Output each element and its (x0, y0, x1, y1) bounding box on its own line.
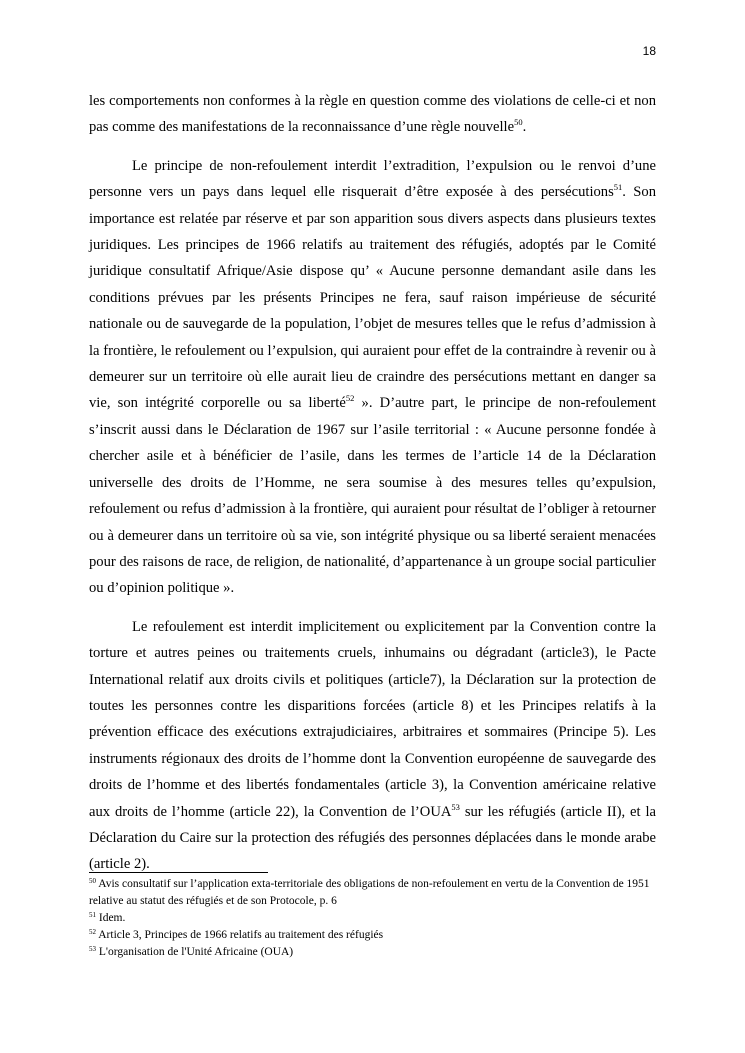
footnote-number: 51 (89, 911, 96, 919)
footnote-number: 52 (89, 928, 96, 936)
footnote-text: Article 3, Principes de 1966 relatifs au traitement des réfugiés (96, 929, 384, 941)
paragraph-1-end: . (522, 119, 527, 136)
paragraph-3-text-b: sur les réfugiés (article II), et la Déclaration du Caire sur la protection des réfugiés des personnes déplacées dans le monde arabe (article 2). (89, 803, 656, 873)
footnote-number: 53 (89, 945, 96, 953)
footnote-number: 50 (89, 877, 96, 885)
footnote-52 (89, 927, 656, 944)
page-number: 18 (642, 44, 656, 58)
footnote-text: Avis consultatif sur l’application exta-territoriale des obligations de non-refoulement en vertu de la Convention de 1951 relative au statut des réfugiés et de son Protocole, p. 6 (89, 878, 650, 907)
body-text (89, 88, 656, 878)
footnote-text: Idem. (96, 912, 126, 924)
footnote-text: L'organisation de l'Unité Africaine (OUA) (96, 946, 294, 958)
footnotes (89, 876, 656, 961)
paragraph-2-text-c: ». D’autre part, le principe de non-refoulement s’inscrit aussi dans le Déclaration de 1967 sur l’asile territorial : « Aucune personne fondée à chercher asile et à bénéficier de l’asile, dans les termes de l’article 14 de la Déclaration universelle des droits de l’Homme, ne sera soumise à des mesures telles qu’expulsion, refoulement ou refus d’admission à la frontière, qui auraient pour résultat de l’obliger à retourner ou à demeurer dans un territoire où sa vie, son intégrité physique ou sa liberté seraient menacées pour des raisons de race, de religion, de nationalité, d’appartenance à un groupe social particulier ou d’opinion politique ». (89, 395, 656, 597)
footnote-ref-51: 51 (613, 182, 623, 193)
paragraph-2-text-b: . Son importance est relatée par réserve et par son apparition sous divers aspects dans plusieurs textes juridiques. Les principes de 1966 relatifs au traitement des réfugiés, adoptés par le Comité juridique consultatif Afrique/Asie dispose qu’ « Aucune personne demandant asile dans les conditions prévues par les présents Principes ne fera, sauf raison impérieuse de sécurité nationale ou de sauvegarde de la population, l’objet de mesures telles que le refus d’admission à la frontière, le refoulement ou l’expulsion, qui auraient pour effet de la contraindre à revenir ou à demeurer sur un territoire où elle aurait lieu de craindre des persécutions mettant en danger sa vie, son intégrité corporelle ou sa liberté (89, 184, 656, 412)
footnote-ref-52: 52 (345, 393, 355, 404)
footnote-51 (89, 910, 656, 927)
paragraph-3-text-a: Le refoulement est interdit implicitement ou explicitement par la Convention contre la torture et autres peines ou traitements cruels, inhumains ou dégradant (article3), le Pacte International relatif aux droits civils et politiques (article7), la Déclaration sur la protection de toutes les personnes contre les disparitions forcées (article 8) et les Principes relatifs à la prévention efficace des exécutions extrajudiciaires, arbitraires et sommaires (Principe 5). Les instruments régionaux des droits de l’homme dont la Convention européenne de sauvegarde des droits de l’homme et des libertés fondamentales (article 3), la Convention américaine relative aux droits de l’homme (article 22), la Convention de l’OUA (89, 618, 656, 820)
footnote-53 (89, 944, 656, 961)
paragraph-2 (89, 153, 656, 602)
paragraph-1-text: les comportements non conformes à la règle en question comme des violations de celle-ci et non pas comme des manifestations de la reconnaissance d’une règle nouvelle (89, 93, 656, 136)
footnote-separator (89, 872, 268, 873)
paragraph-2-text-a: Le principe de non-refoulement interdit l’extradition, l’expulsion ou le renvoi d’une personne vers un pays dans lequel elle risquerait d’être exposée à des persécutions (89, 157, 656, 201)
footnote-50 (89, 876, 656, 910)
paragraph-3 (89, 614, 656, 878)
paragraph-1 (89, 88, 656, 141)
footnote-ref-53: 53 (451, 801, 460, 812)
footnote-ref-50: 50 (514, 117, 523, 128)
